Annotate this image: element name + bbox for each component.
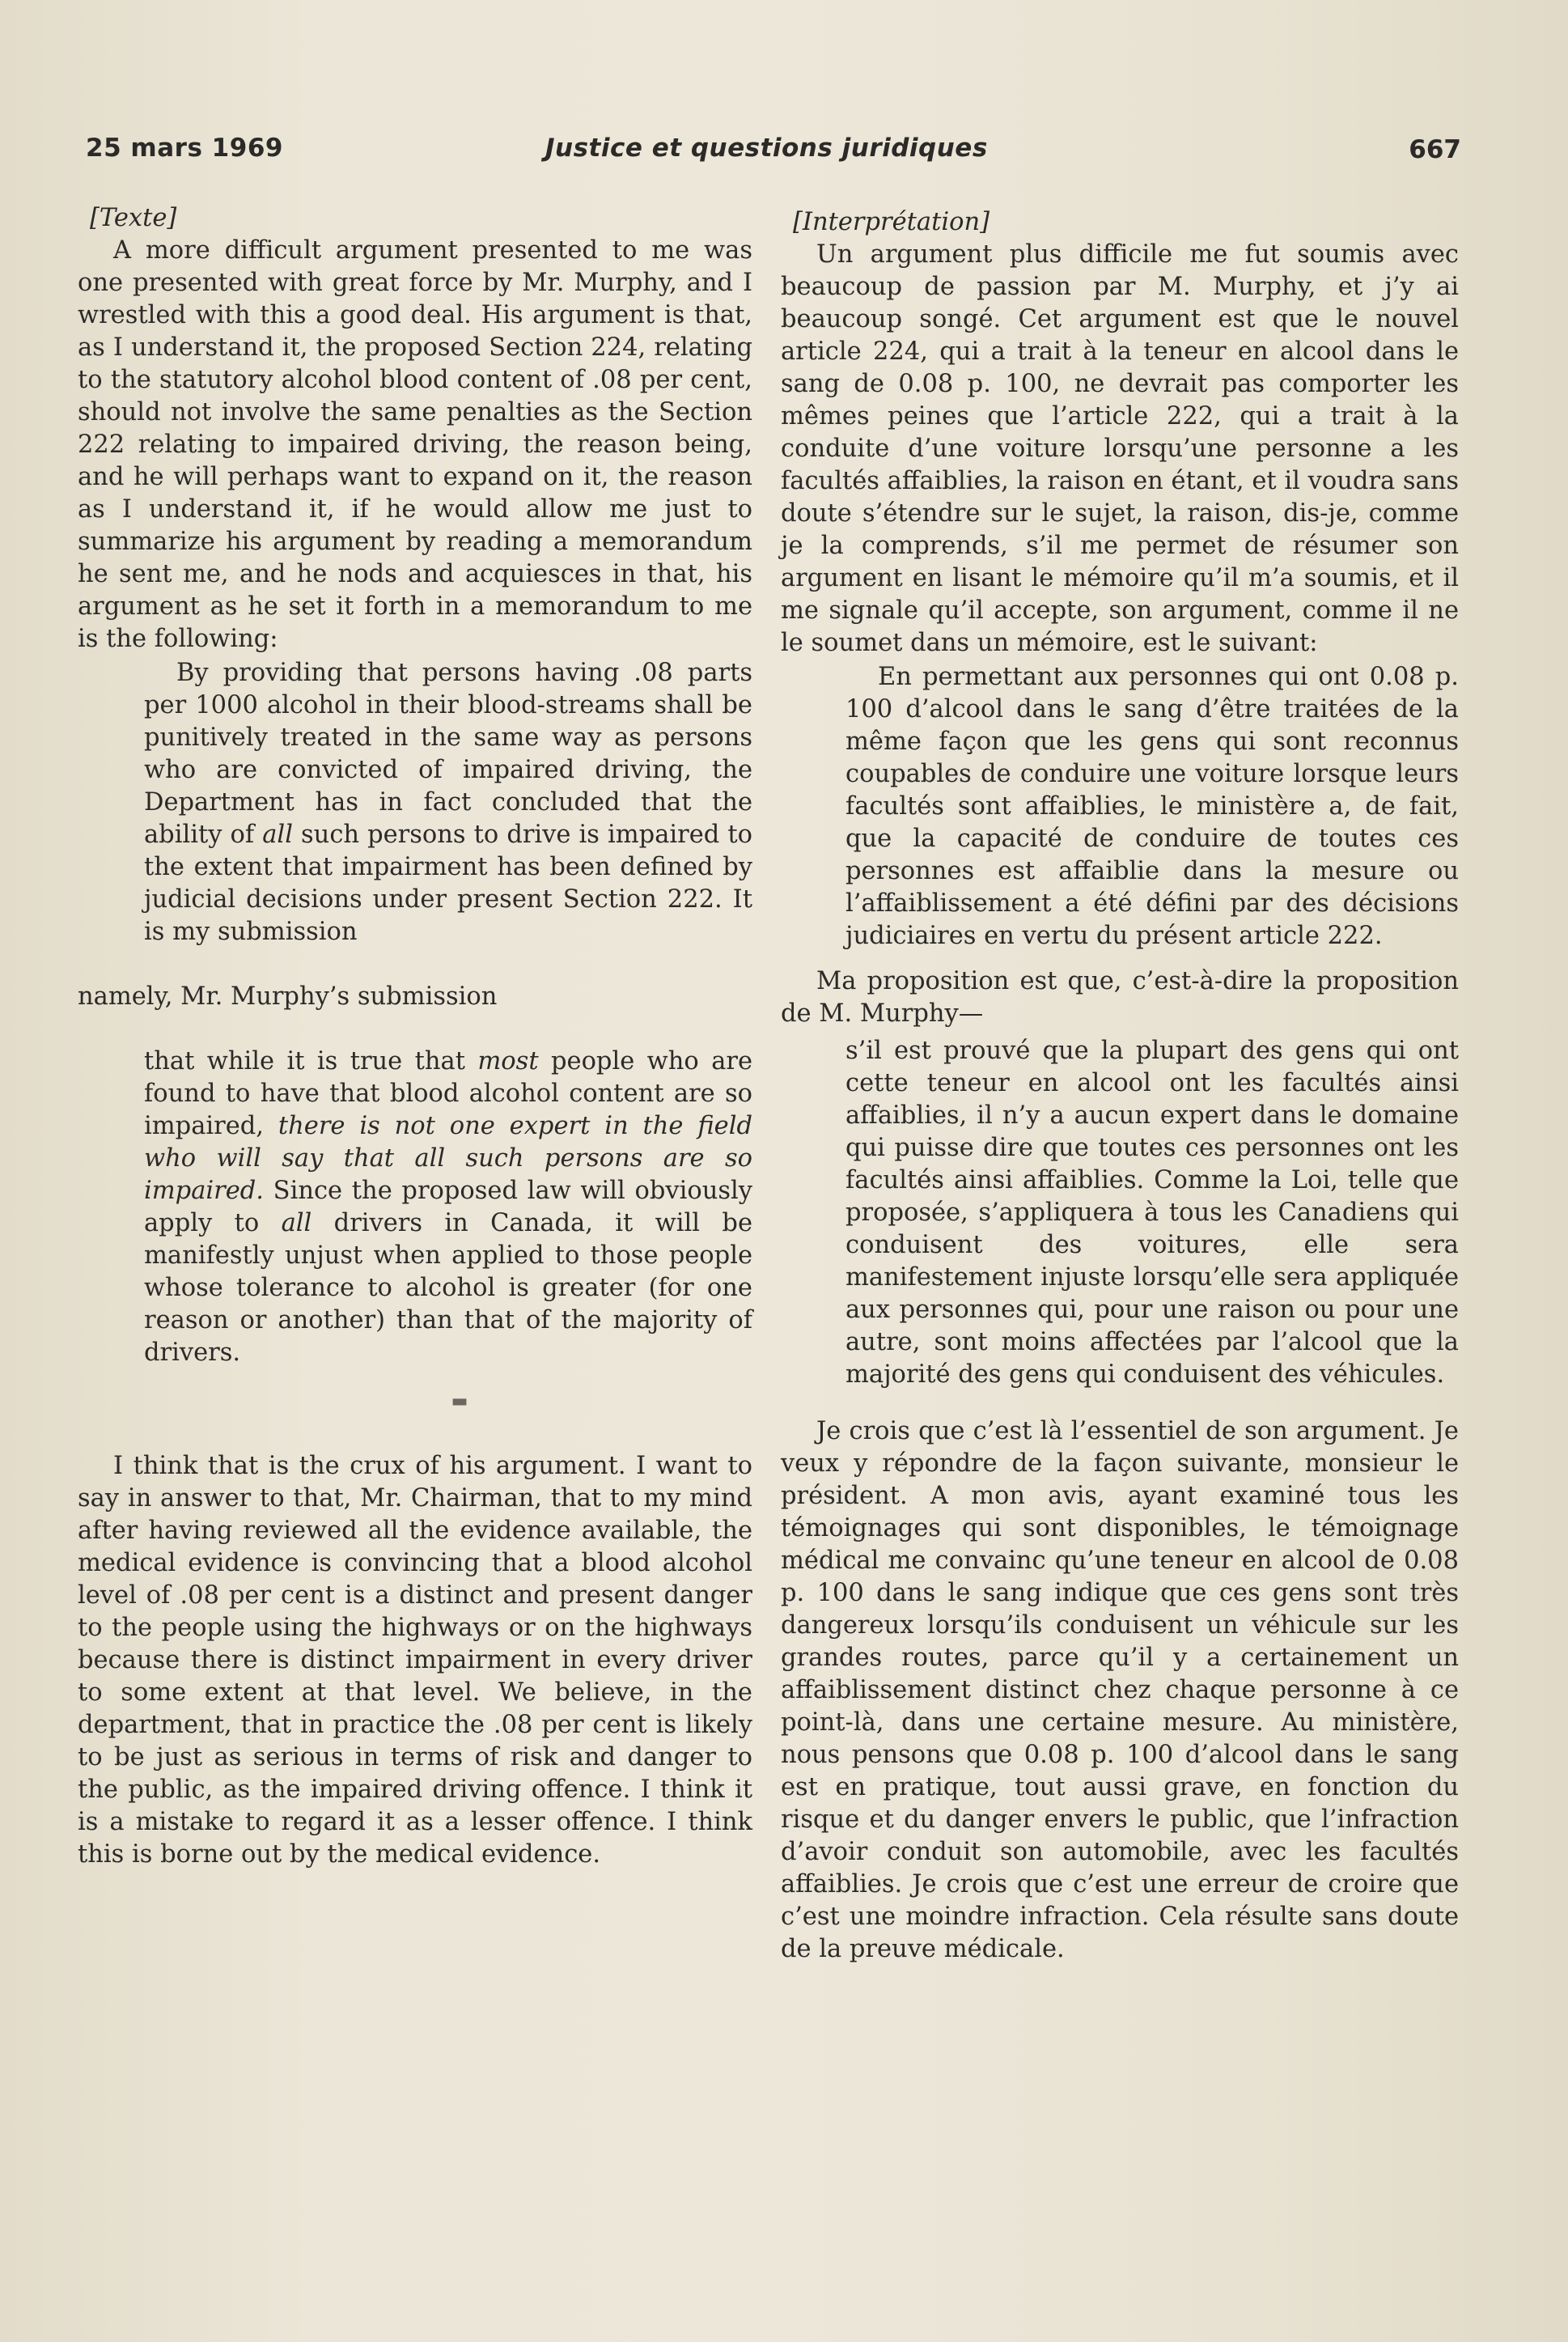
french-quote-1: En permettant aux personnes qui ont 0.08 p. 100 d’alcool dans le sang d’être traitées de la même façon que les gens qui sont reconnus coupables de conduire une voiture lorsque leurs facultés sont affaiblies, le ministère a, de fait, que la capacité de conduire de toutes ces personnes est affaiblie dans la mesure ou l’affaiblissement a été défini par des décisions judiciaires en vertu du présent article 222. [845,663,1459,950]
quote-text: By providing that persons having .08 parts per 1000 alcohol in their blood-streams shall be punitively treated in the same way as persons who are convicted of impaired driving, the Department has in fact concluded that the ability of [144,659,752,849]
english-quote-2 [144,1046,752,1369]
header-title: Justice et questions juridiques [545,134,988,163]
interpretation-label: [Interprétation] [793,208,990,236]
english-paragraph-2: I think that is the crux of his argument. I want to say in answer to that, Mr. Chairman, that to my mind after having reviewed all the evidence available, the medical evidence is convincing that a blood alcohol level of .08 per cent is a distinct and present danger to the people using the highways or on the highways because there is distinct impairment in every driver to some extent at that level. We believe, in the department, that in practice the .08 per cent is likely to be just as serious in terms of risk and danger to the public, as the impaired driving offence. I think it is a mistake to regard it as a lesser offence. I think this is borne out by the medical evidence. [78,1452,752,1869]
english-paragraph-1: A more difficult argument presented to me was one presented with great force by Mr. Murphy, and I wrestled with this a good deal. His argument is that, as I understand it, the proposed Section 224, relating to the statutory alcohol blood content of .08 per cent, should not involve the same penalties as the Section 222 relating to impaired driving, the reason being, and he will perhaps want to expand on it, the reason as I understand it, if he would allow me just to summarize his argument by reading a memorandum he sent me, and he nods and acquiesces in that, his argument as he set it forth in a memorandum to me is the following: [78,236,752,653]
french-paragraph-1: Un argument plus difficile me fut soumis avec beaucoup de passion par M. Murphy, et j’y ai beaucoup songé. Cet argument est que le nouvel article 224, qui a trait à la teneur en alcool dans le sang de 0.08 p. 100, ne devrait pas comporter les mêmes peines que l’article 222, qui a trait à la conduite d’une voiture lorsqu’une personne a les facultés affaiblies, la raison en étant, et il voudra sans doute s’étendre sur le sujet, la raison, dis-je, comme je la comprends, s’il me permet de résumer son argument en lisant le mémoire qu’il m’a soumis, et il me signale qu’il accepte, son argument, comme il ne le soumet dans un mémoire, est le suivant: [781,240,1459,657]
quote-text: people who are found to have that blood alcohol content are so impaired, [144,1047,753,1140]
page-number: 667 [1409,135,1461,164]
quote-emphasis: there is not one expert in the field who will say that all such persons are so impaired. [144,1112,752,1205]
quote-text: drivers in Canada, it will be manifestly unjust when applied to those people whose tolerance to alcohol is greater (for one reason or another) than that of the majority of drivers. [144,1209,752,1367]
english-quote-1 [144,657,752,948]
french-paragraph-2: Je crois que c’est là l’essentiel de son argument. Je veux y répondre de la façon suivante, monsieur le président. A mon avis, ayant examiné tous les témoignages qui sont disponibles, le témoignage médical me convainc qu’une teneur en alcool de 0.08 p. 100 dans le sang indique que ces gens sont très dangereux lorsqu’ils conduisent un véhicule sur les grandes routes, parce qu’il y a certainement un affaiblissement distinct chez chaque personne à ce point-là, dans une certaine mesure. Au ministère, nous pensons que 0.08 p. 100 d’alcool dans le sang est en pratique, tout aussi grave, en fonction du risque et du danger envers le public, que l’infraction d’avoir conduit son automobile, avec les facultés affaiblies. Je crois que c’est une erreur de croire que c’est une moindre infraction. Cela résulte sans doute de la preuve médicale. [781,1417,1459,1963]
text-label: [Texte] [90,204,177,232]
quote-text: Since the proposed law will obviously apply to [144,1177,752,1237]
quote-emphasis: all [262,821,293,849]
english-column [78,202,752,1871]
quote-text: that while it is true that [144,1047,478,1076]
english-interjection: namely, Mr. Murphy’s submission [78,982,498,1011]
french-quote-2: s’il est prouvé que la plupart des gens qui ont cette teneur en alcool ont les facultés ainsi affaiblies, il n’y a aucun expert dans le domaine qui puisse dire que toutes ces personnes ont les facultés ainsi affaiblies. Comme la Loi, telle que proposée, s’appliquera à tous les Canadiens qui conduisent des voitures, elle sera manifestement injuste lorsqu’elle sera appliquée aux personnes qui, pour une raison ou pour une autre, sont moins affectées par l’alcool que la majorité des gens qui conduisent des véhicules. [845,1037,1459,1389]
quote-emphasis: most [477,1047,539,1076]
quote-emphasis: all [281,1209,312,1237]
french-interjection: Ma proposition est que, c’est-à-dire la proposition de M. Murphy— [781,967,1459,1028]
header-date: 25 mars 1969 [86,134,283,163]
section-mark: ▬ [451,1391,468,1411]
running-header [86,134,1461,174]
french-column [781,206,1459,1966]
quote-text: such persons to drive is impaired to the extent that impairment has been defined by judicial decisions under present Section 222. It is my submission [144,821,752,946]
